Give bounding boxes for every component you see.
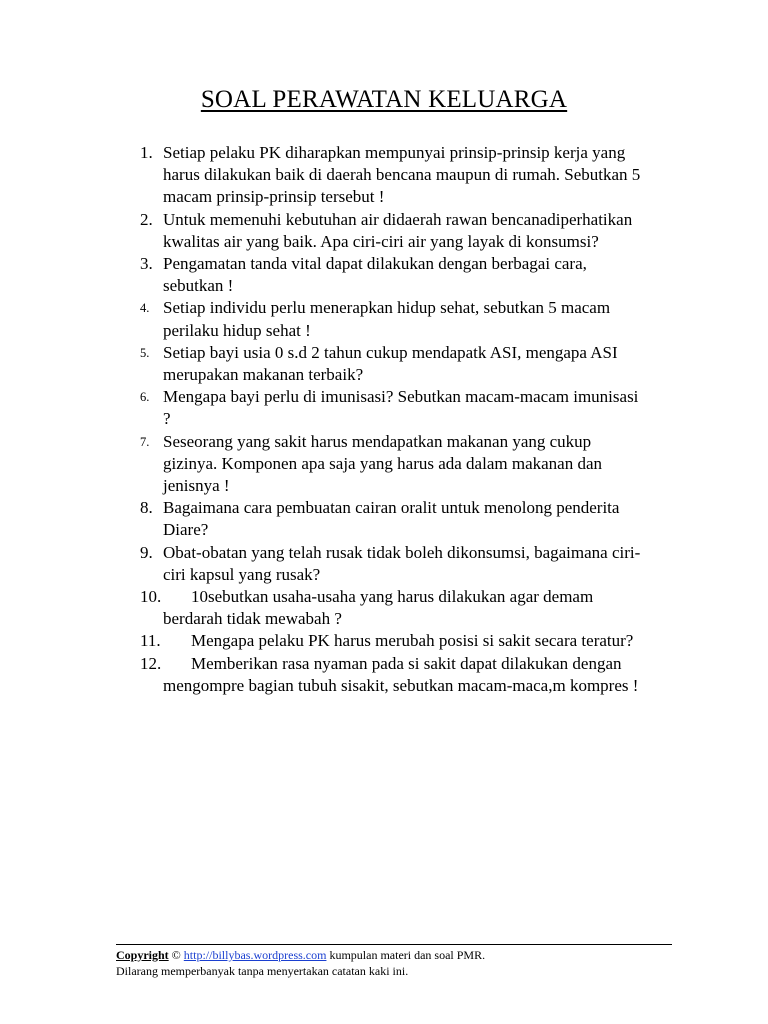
question-text: Mengapa pelaku PK harus merubah posisi si sakit secara teratur?	[191, 631, 634, 651]
question-list	[0, 142, 768, 697]
question-number: 7.	[140, 434, 150, 449]
question-item	[0, 542, 768, 586]
question-item	[0, 653, 768, 697]
question-item	[0, 497, 768, 541]
question-text: Setiap bayi usia 0 s.d 2 tahun cukup mendapatk ASI, mengapa ASI merupakan makanan terbaik?	[163, 342, 618, 385]
question-item	[0, 253, 768, 297]
question-item	[0, 297, 768, 341]
footer-description: kumpulan materi dan soal PMR.	[329, 948, 486, 962]
question-text: 10sebutkan usaha-usaha yang harus dilakukan agar demam berdarah tidak mewabah ?	[163, 587, 594, 629]
question-number: 5.	[140, 345, 150, 360]
question-item	[0, 386, 768, 430]
question-item	[0, 142, 768, 209]
footer-divider	[116, 944, 672, 945]
question-item	[0, 630, 768, 652]
question-number: 4.	[140, 301, 150, 316]
copyright-symbol: ©	[171, 948, 181, 962]
question-number: 8.	[140, 498, 153, 518]
question-number: 3.	[140, 254, 153, 274]
question-text: Mengapa bayi perlu di imunisasi? Sebutkan macam-macam imunisasi ?	[163, 387, 639, 429]
question-text: Bagaimana cara pembuatan cairan oralit untuk menolong penderita Diare?	[163, 498, 620, 540]
question-number: 2.	[140, 209, 153, 229]
question-text: Setiap individu perlu menerapkan hidup sehat, sebutkan 5 macam perilaku hidup sehat !	[163, 298, 611, 340]
question-item	[0, 586, 768, 630]
page-title: SOAL PERAWATAN KELUARGA	[200, 86, 568, 113]
question-number: 1.	[140, 143, 153, 162]
footer-line-1	[116, 947, 676, 963]
question-number: 9.	[140, 542, 153, 562]
footer-line-2: Dilarang memperbanyak tanpa menyertakan catatan kaki ini.	[116, 964, 409, 978]
question-text-wrapper	[163, 630, 648, 652]
question-number: 12.	[140, 653, 162, 673]
question-number: 10.	[140, 587, 162, 607]
question-text: Obat-obatan yang telah rusak tidak boleh dikonsumsi, bagaimana ciri-ciri kapsul yang rusak?	[163, 542, 641, 584]
question-text-wrapper	[163, 653, 648, 697]
question-item	[0, 209, 768, 253]
question-item	[0, 342, 768, 386]
question-number: 11.	[140, 631, 161, 651]
copyright-label: Copyright	[116, 948, 169, 962]
question-text: Untuk memenuhi kebutuhan air didaerah rawan bencanadiperhatikan kwalitas air yang baik. Apa ciri-ciri air yang layak di konsumsi?	[163, 209, 633, 251]
question-text: Memberikan rasa nyaman pada si sakit dapat dilakukan dengan mengompre bagian tubuh sisakit, sebutkan macam-maca,m kompres !	[163, 653, 639, 695]
footer	[116, 947, 676, 979]
question-text-wrapper	[163, 586, 648, 630]
question-text: Pengamatan tanda vital dapat dilakukan dengan berbagai cara, sebutkan !	[163, 254, 587, 296]
question-number: 6.	[140, 390, 150, 405]
question-text: Setiap pelaku PK diharapkan mempunyai prinsip-prinsip kerja yang harus dilakukan baik di daerah bencana maupun di rumah. Sebutkan 5 macam prinsip-prinsip tersebut !	[163, 143, 641, 207]
question-item	[0, 431, 768, 498]
question-text: Seseorang yang sakit harus mendapatkan makanan yang cukup gizinya. Komponen apa saja yang harus ada dalam makanan dan jenisnya !	[163, 431, 603, 496]
website-link[interactable]: http://billybas.wordpress.com	[183, 948, 327, 962]
